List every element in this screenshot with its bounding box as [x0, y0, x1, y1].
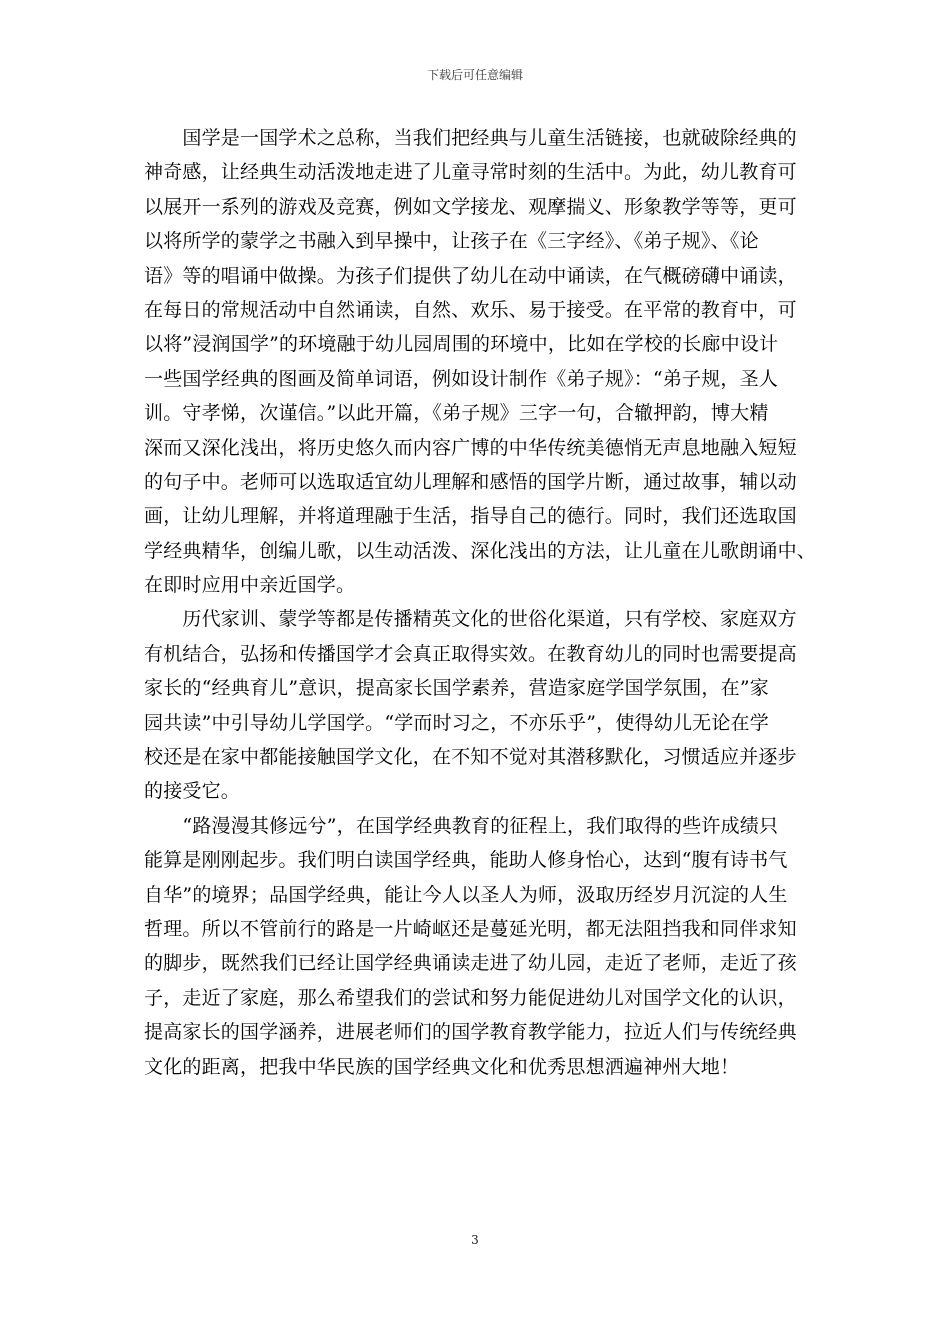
text-line: 提高家长的国学涵养，进展老师们的国学教育教学能力，拉近人们与传统经典 — [144, 1021, 797, 1044]
text-line: 历代家训、蒙学等都是传播精英文化的世俗化渠道，只有学校、家庭双方 — [144, 608, 797, 631]
text-line: 能算是刚刚起步。我们明白读国学经典，能助人修身怡心，达到“腹有诗书气 — [144, 849, 788, 872]
text-line: 语》等的唱诵中做操。为孩子们提供了幼儿在动中诵读，在气概磅礴中诵读， — [144, 264, 797, 287]
text-line: 深而又深化浅出，将历史悠久而内容广博的中华传统美德悄无声息地融入短短 — [144, 436, 797, 459]
text-line: 在每日的常规活动中自然诵读，自然、欢乐、易于接受。在平常的教育中，可 — [144, 298, 797, 321]
text-line: 哲理。所以不管前行的路是一片崎岖还是蔓延光明，都无法阻挡我和同伴求知 — [144, 917, 797, 940]
text-line: 有机结合，弘扬和传播国学才会真正取得实效。在教育幼儿的同时也需要提高 — [144, 642, 797, 665]
document-body — [144, 121, 824, 1084]
text-line: 的接受它。 — [144, 780, 241, 803]
text-line: 神奇感，让经典生动活泼地走进了儿童寻常时刻的生活中。为此，幼儿教育可 — [144, 161, 797, 184]
text-line: 以展开一系列的游戏及竞赛，例如文学接龙、观摩揣义、形象教学等等，更可 — [144, 195, 797, 218]
text-line: 学经典精华，创编儿歌，以生动活泼、深化浅出的方法，让儿童在儿歌朗诵中、 — [144, 539, 817, 562]
page-number: 3 — [471, 1233, 479, 1247]
text-line: 以将所学的蒙学之书融入到早操中，让孩子在《三字经》、《弟子规》、《论 — [144, 230, 759, 253]
text-line: 家长的“经典育儿”意识，提高家长国学素养，营造家庭学国学氛围，在”家 — [144, 677, 769, 700]
text-line: 的句子中。老师可以选取适宜幼儿理解和感悟的国学片断，通过故事，辅以动 — [144, 470, 797, 493]
text-line: 一些国学经典的图画及简单词语，例如设计制作《弟子规》：“弟子规，圣人 — [144, 367, 779, 390]
text-line: 校还是在家中都能接触国学文化，在不知不觉对其潜移默化，习惯适应并逐步 — [144, 746, 797, 769]
text-line: 画，让幼儿理解，并将道理融于生活，指导自己的德行。同时，我们还选取国 — [144, 505, 797, 528]
page-header: 下载后可任意编辑 — [426, 68, 523, 82]
text-line: “路漫漫其修远兮”，在国学经典教育的征程上，我们取得的些许成绩只 — [144, 814, 779, 837]
text-line: 在即时应用中亲近国学。 — [144, 574, 356, 597]
text-line: 训。守孝悌，次谨信。”以此开篇，《弟子规》三字一句，合辙押韵，博大精 — [144, 402, 769, 425]
text-line: 子，走近了家庭，那么希望我们的尝试和努力能促进幼儿对国学文化的认识， — [144, 986, 797, 1009]
text-line: 以将”浸润国学”的环境融于幼儿园周围的环境中，比如在学校的长廊中设计 — [144, 333, 779, 356]
text-line: 园共读”中引导幼儿学国学。“学而时习之，不亦乐乎”，使得幼儿无论在学 — [144, 711, 769, 734]
text-line: 文化的距离，把我中华民族的国学经典文化和优秀思想洒遍神州大地！ — [144, 1055, 740, 1078]
text-line: 国学是一国学术之总称，当我们把经典与儿童生活链接，也就破除经典的 — [144, 127, 797, 149]
text-line: 自华”的境界；品国学经典，能让今人以圣人为师，汲取历经岁月沉淀的人生 — [144, 883, 788, 906]
text-line: 的脚步，既然我们已经让国学经典诵读走进了幼儿园，走近了老师，走近了孩 — [144, 952, 797, 975]
